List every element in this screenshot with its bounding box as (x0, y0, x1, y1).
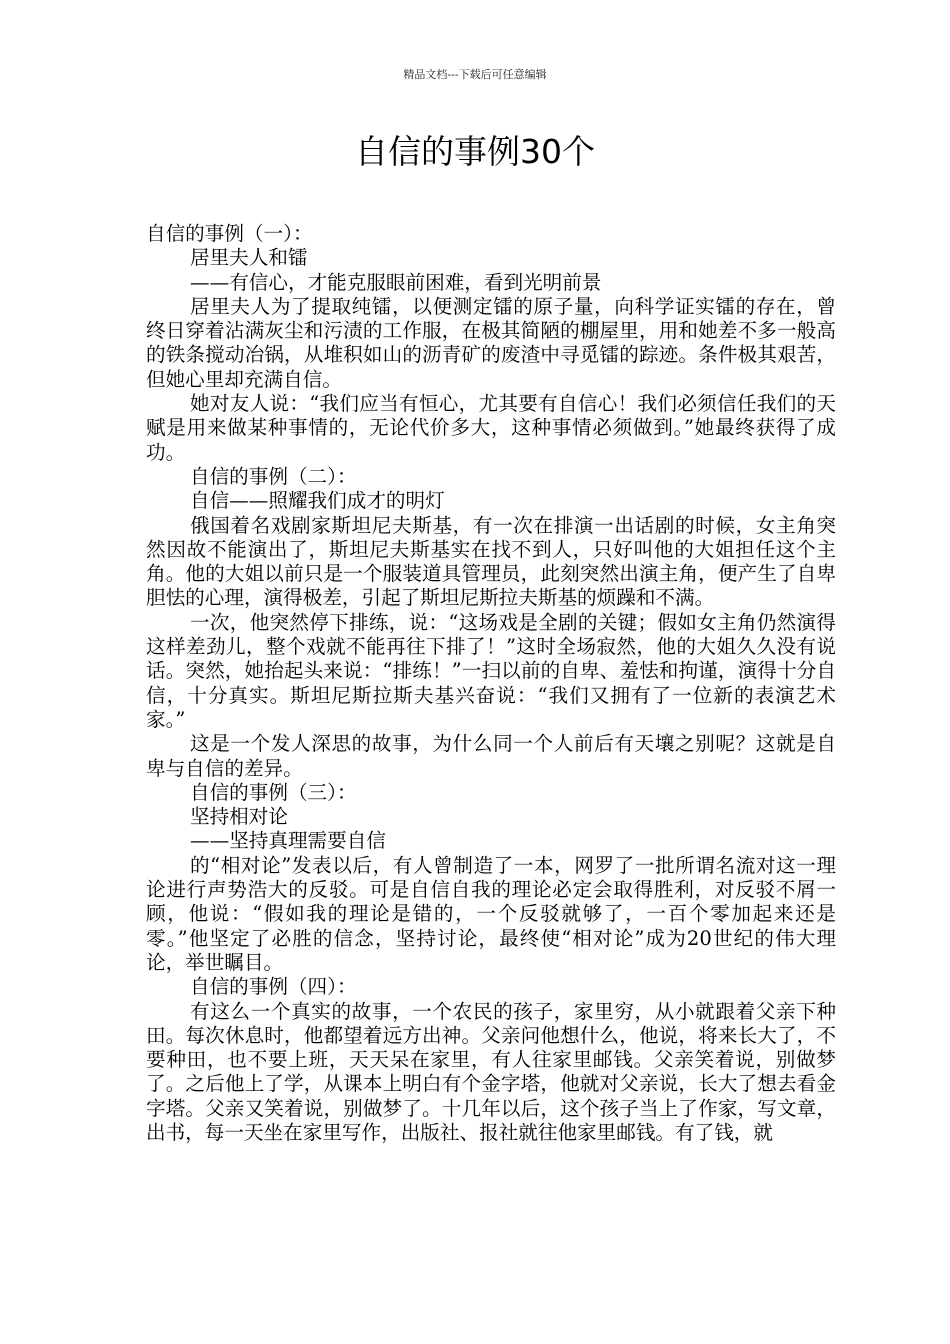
paragraph: 的“相对论”发表以后，有人曾制造了一本，网罗了一批所谓名流对这一理论进行声势浩大的反驳。可是自信自我的理论必定会取得胜利，对反驳不屑一顾，他说：“假如我的理论是错的，一个反驳就够了，一百个零加起来还是零。”他坚定了必胜的信念，坚持讨论，最终使“相对论”成为20世纪的伟大理论，举世瞩目。 (146, 853, 836, 974)
paragraph: 自信的事例（二）： (190, 464, 357, 488)
paragraph: 这是一个发人深思的故事，为什么同一个人前后有天壤之别呢？这就是自卑与自信的差异。 (146, 732, 836, 780)
document-title: 自信的事例30个 (355, 132, 595, 171)
paragraph: 她对友人说：“我们应当有恒心，尤其要有自信心！我们必须信任我们的天赋是用来做某种事情的，无论代价多大，这种事情必须做到。”她最终获得了成功。 (146, 392, 836, 464)
paragraph: ——坚持真理需要自信 (190, 829, 386, 853)
paragraph: 自信——照耀我们成才的明灯 (190, 489, 445, 513)
paragraph: 自信的事例（一）： (146, 222, 313, 245)
paragraph: 坚持相对论 (190, 805, 288, 829)
paragraph: 居里夫人为了提取纯镭，以便测定镭的原子量，向科学证实镭的存在，曾终日穿着沾满灰尘和污渍的工作服，在极其简陋的棚屋里，用和她差不多一般高的铁条搅动冶锅，从堆积如山的沥青矿的废渣中寻觅镭的踪迹。条件极其艰苦，但她心里却充满自信。 (146, 294, 836, 391)
paragraph: ——有信心，才能克服眼前困难，看到光明前景 (190, 270, 602, 294)
paragraph: 有这么一个真实的故事，一个农民的孩子，家里穷，从小就跟着父亲下种田。每次休息时，他都望着远方出神。父亲问他想什么，他说，将来长大了，不要种田，也不要上班，天天呆在家里，有人往家里邮钱。父亲笑着说，别做梦了。之后他上了学，从课本上明白有个金字塔，他就对父亲说，长大了想去看金字塔。父亲又笑着说，别做梦了。十几年以后，这个孩子当上了作家，写文章，出书，每一天坐在家里写作，出版社、报社就往他家里邮钱。有了钱，就 (146, 999, 836, 1144)
paragraph: 自信的事例（三）： (190, 780, 357, 804)
paragraph: 一次，他突然停下排练，说：“这场戏是全剧的关键；假如女主角仍然演得这样差劲儿，整个戏就不能再往下排了！”这时全场寂然，他的大姐久久没有说话。突然，她抬起头来说：“排练！”一扫以前的自卑、羞怯和拘谨，演得十分自信，十分真实。斯坦尼斯拉斯夫基兴奋说：“我们又拥有了一位新的表演艺术家。” (146, 610, 836, 731)
paragraph: 居里夫人和镭 (190, 246, 308, 270)
paragraph: 自信的事例（四）： (190, 975, 357, 999)
paragraph: 俄国着名戏剧家斯坦尼夫斯基，有一次在排演一出话剧的时候，女主角突然因故不能演出了，斯坦尼夫斯基实在找不到人，只好叫他的大姐担任这个主角。他的大姐以前只是一个服装道具管理员，此刻突然出演主角，便产生了自卑胆怯的心理，演得极差，引起了斯坦尼斯拉夫斯基的烦躁和不满。 (146, 513, 836, 610)
header-note: 精品文档---下载后可任意编辑 (403, 68, 547, 81)
document-body (146, 222, 836, 1145)
